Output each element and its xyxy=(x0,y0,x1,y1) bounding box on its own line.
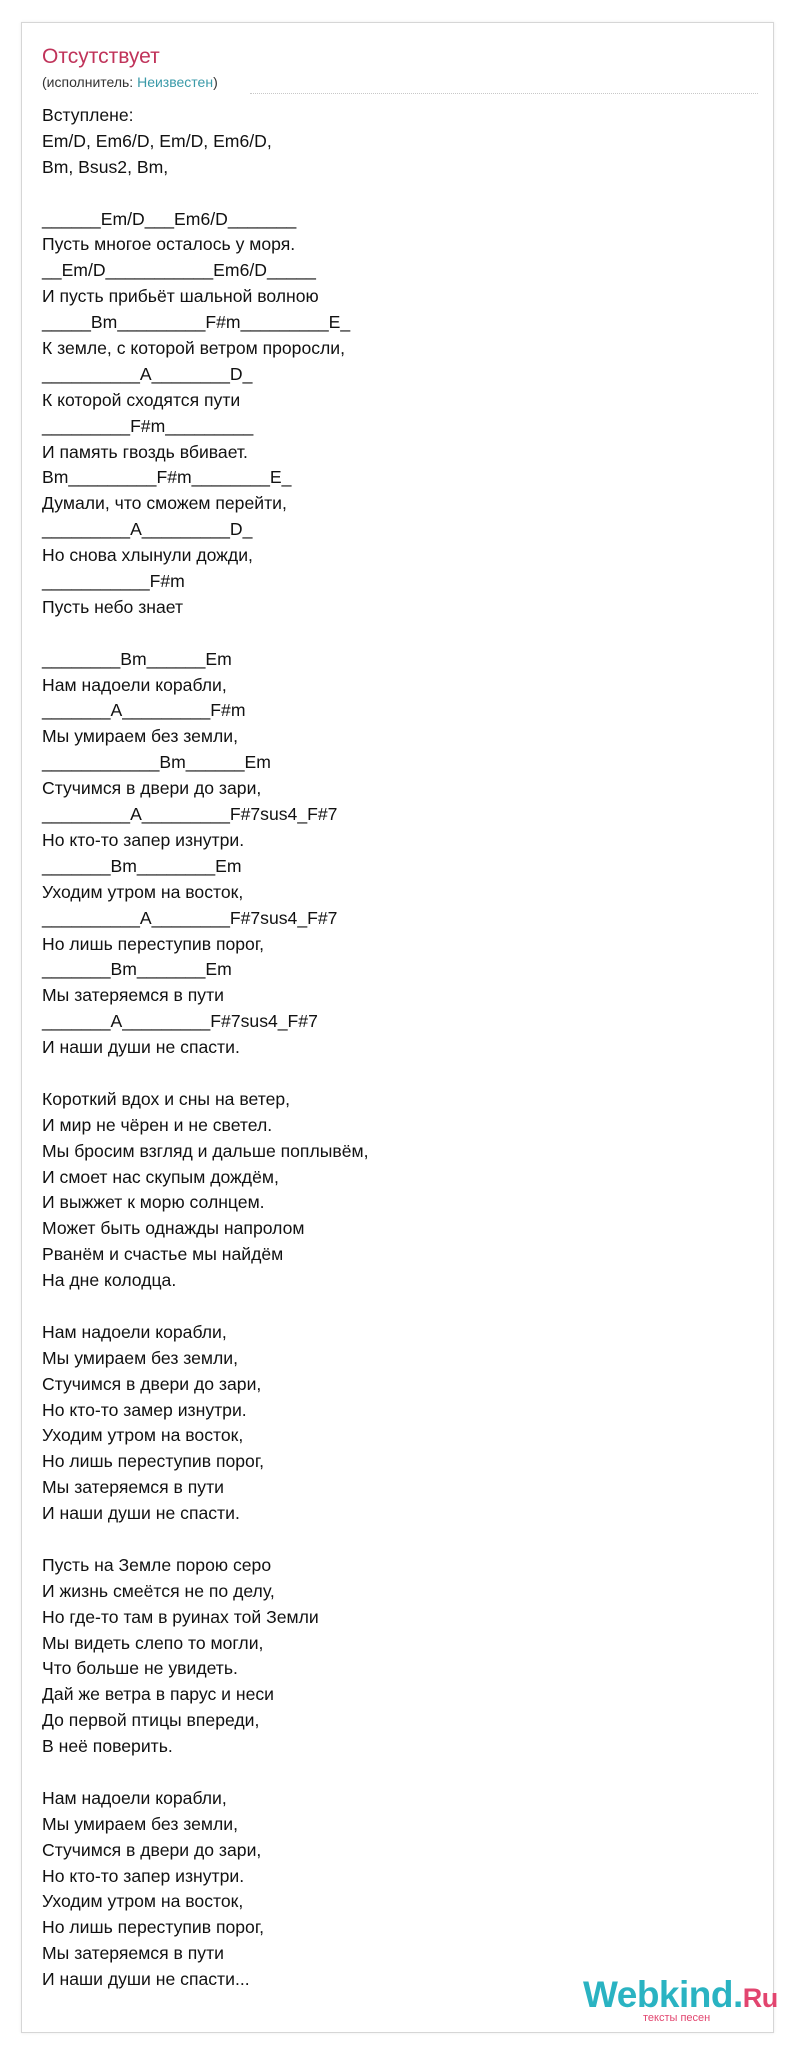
lyric-line: Но кто-то запер изнутри. xyxy=(42,829,245,850)
lyric-line: Мы видеть слепо то могли, xyxy=(42,1632,264,1653)
lyric-line: Но лишь переступив порог, xyxy=(42,1451,265,1472)
lyric-line: Думали, что сможем перейти, xyxy=(42,493,287,514)
lyric-line: Но где-то там в руинах той Земли xyxy=(42,1606,319,1627)
artist-link[interactable]: Неизвестен xyxy=(137,74,214,90)
lyric-line: Стучимся в двери до зари, xyxy=(42,1839,262,1860)
lyric-line: _____Bm_________F#m_________E_ xyxy=(42,312,351,333)
lyric-line: Пусть на Земле порою серо xyxy=(42,1554,272,1575)
lyric-line: К земле, с которой ветром проросли, xyxy=(42,338,346,359)
lyric-line: __Em/D___________Em6/D_____ xyxy=(42,260,316,281)
lyric-line: На дне колодца. xyxy=(42,1270,177,1291)
lyric-line: Мы умираем без земли, xyxy=(42,1813,239,1834)
artist-line xyxy=(42,73,218,91)
lyric-line: Дай же ветра в парус и неси xyxy=(42,1684,274,1705)
lyric-line: Пусть многое осталось у моря. xyxy=(42,234,296,255)
lyric-line: ____________Bm______Em xyxy=(42,752,271,773)
lyric-line: И мир не чёрен и не светел. xyxy=(42,1114,273,1135)
logo-dot: . xyxy=(733,1974,743,2015)
lyric-line: Мы бросим взгляд и дальше поплывём, xyxy=(42,1140,369,1161)
lyric-line: Пусть небо знает xyxy=(42,596,184,617)
lyric-line: В неё поверить. xyxy=(42,1736,173,1757)
lyric-line: Мы умираем без земли, xyxy=(42,1347,239,1368)
lyric-line xyxy=(42,1294,742,1320)
lyric-line: _______A_________F#7sus4_F#7 xyxy=(42,1011,318,1032)
lyric-line: Мы затеряемся в пути xyxy=(42,985,224,1006)
lyric-line: Короткий вдох и сны на ветер, xyxy=(42,1088,291,1109)
lyric-line: Уходим утром на восток, xyxy=(42,1891,244,1912)
lyric-line: Но кто-то замер изнутри. xyxy=(42,1399,247,1420)
lyric-line: Но снова хлынули дожди, xyxy=(42,545,253,566)
lyric-line xyxy=(42,181,742,207)
logo-tagline: тексты песен xyxy=(643,2012,711,2024)
lyric-line: И память гвоздь вбивает. xyxy=(42,441,248,462)
header-divider xyxy=(250,93,758,94)
lyric-line: _______A_________F#m xyxy=(42,700,246,721)
lyric-line: ______Em/D___Em6/D_______ xyxy=(42,208,297,229)
lyric-line: Em/D, Em6/D, Em/D, Em6/D, xyxy=(42,130,272,151)
lyric-line: Рванём и счастье мы найдём xyxy=(42,1244,284,1265)
lyric-line: Вступлене: xyxy=(42,105,134,125)
artist-prefix: (исполнитель: xyxy=(42,74,138,90)
lyric-line: И пусть прибьёт шальной волною xyxy=(42,286,319,307)
lyric-line: И наши души не спасти. xyxy=(42,1037,240,1058)
lyric-line: К которой сходятся пути xyxy=(42,389,241,410)
lyric-line: _________F#m_________ xyxy=(42,415,254,436)
lyric-line: _______Bm________Em xyxy=(42,855,242,876)
logo-main-text: Webkind xyxy=(583,1974,733,2015)
lyric-line: __________A________F#7sus4_F#7 xyxy=(42,907,338,928)
lyric-line: И наши души не спасти. xyxy=(42,1503,240,1524)
lyric-line: ________Bm______Em xyxy=(42,648,232,669)
lyric-line: Мы умираем без земли, xyxy=(42,726,239,747)
lyric-line: И смоет нас скупым дождём, xyxy=(42,1166,279,1187)
lyric-line: Уходим утром на восток, xyxy=(42,1425,244,1446)
lyric-line: Уходим утром на восток, xyxy=(42,881,244,902)
logo-ru-text: Ru xyxy=(742,1983,778,2013)
lyric-line: Но кто-то запер изнутри. xyxy=(42,1865,245,1886)
lyric-line: Стучимся в двери до зари, xyxy=(42,1373,262,1394)
lyrics-block xyxy=(42,103,742,1993)
lyric-line: Мы затеряемся в пути xyxy=(42,1477,224,1498)
lyric-line xyxy=(42,1760,742,1786)
lyric-line: Нам надоели корабли, xyxy=(42,1321,227,1342)
lyric-line: И выжжет к морю солнцем. xyxy=(42,1192,265,1213)
lyric-line: _________A_________D_ xyxy=(42,519,253,540)
lyric-line: _________A_________F#7sus4_F#7 xyxy=(42,804,338,825)
lyric-line: Bm_________F#m________E_ xyxy=(42,467,292,488)
lyric-line: Мы затеряемся в пути xyxy=(42,1943,224,1964)
lyric-line xyxy=(42,621,742,647)
lyric-line xyxy=(42,1061,742,1087)
lyric-line: Стучимся в двери до зари, xyxy=(42,778,262,799)
song-title: Отсутствует xyxy=(42,45,160,68)
lyric-line: Но лишь переступив порог, xyxy=(42,1917,265,1938)
lyric-line: ___________F#m xyxy=(42,571,185,592)
lyric-line: До первой птицы впереди, xyxy=(42,1710,260,1731)
lyric-line: И жизнь смеётся не по делу, xyxy=(42,1580,275,1601)
lyric-line: Но лишь переступив порог, xyxy=(42,933,265,954)
lyric-line: __________A________D_ xyxy=(42,363,253,384)
lyric-line: И наши души не спасти... xyxy=(42,1969,250,1990)
lyric-line: Может быть однажды напролом xyxy=(42,1218,305,1239)
lyric-line: Что больше не увидеть. xyxy=(42,1658,238,1679)
lyric-line xyxy=(42,1527,742,1553)
site-logo[interactable] xyxy=(583,1974,778,2025)
lyric-line: Нам надоели корабли, xyxy=(42,674,227,695)
lyric-line: Bm, Bsus2, Bm, xyxy=(42,156,169,177)
artist-suffix: ) xyxy=(213,74,218,90)
lyric-line: Нам надоели корабли, xyxy=(42,1787,227,1808)
lyric-line: _______Bm_______Em xyxy=(42,959,232,980)
